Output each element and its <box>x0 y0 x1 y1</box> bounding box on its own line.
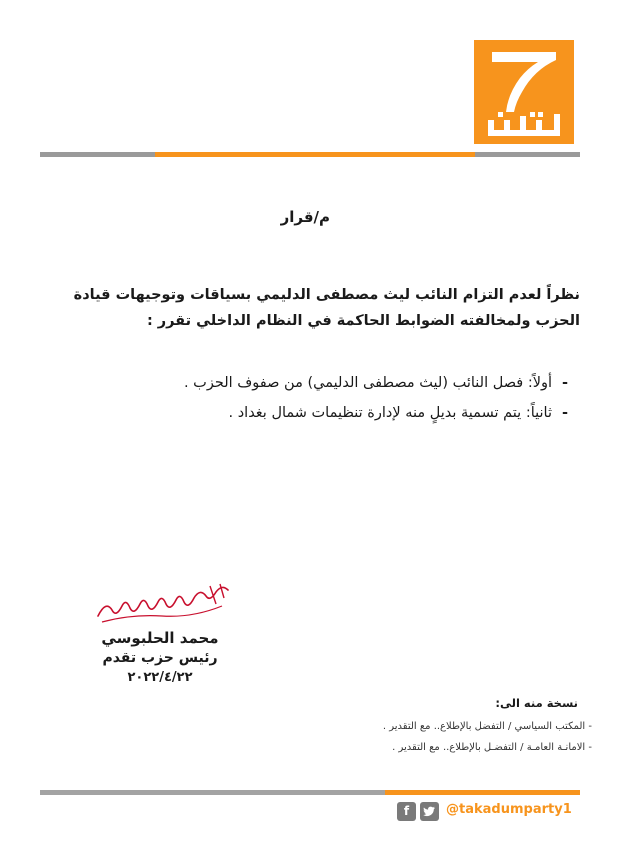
signer-name: محمد الحلبوسي <box>101 629 219 647</box>
signer-block <box>80 628 240 688</box>
decision-item: - أولاً: فصل النائب (ليث مصطفى الدليمي) من صفوف الحزب . <box>40 368 568 398</box>
copy-recipient: - الامانـة العامـة / التفضـل بالإطلاع.. مع التقدير . <box>392 742 592 753</box>
handwritten-signature <box>92 580 242 630</box>
decision-item: - ثانياً: يتم تسمية بديلٍ منه لإدارة تنظيمات شمال بغداد . <box>40 398 568 428</box>
copies-list <box>300 716 592 758</box>
copies-heading: نسخة منه الى: <box>495 696 578 710</box>
signature-date: ٢٠٢٢/٤/٢٢ <box>127 670 193 685</box>
footer-stripe-gray <box>40 790 385 795</box>
facebook-icon[interactable]: f <box>397 802 416 821</box>
twitter-icon[interactable] <box>420 802 439 821</box>
decision-preamble: نظراً لعدم التزام النائب ليث مصطفى الدليمي بسياقات وتوجيهات قيادة الحزب ولمخالفته الضوابط الحاكمة في النظام الداخلي تقرر : <box>73 287 580 329</box>
social-handle[interactable]: @takadumparty1 <box>446 802 572 817</box>
signer-title: رئيس حزب تقدم <box>102 650 218 666</box>
copy-recipient: - المكتب السياسي / التفضل بالإطلاع.. مع التقدير . <box>382 721 592 732</box>
decision-list <box>40 368 568 428</box>
copies-section <box>300 696 592 758</box>
header-stripe-orange <box>155 152 475 157</box>
party-logo <box>474 40 574 144</box>
reference-line: م/قرار <box>280 208 330 226</box>
